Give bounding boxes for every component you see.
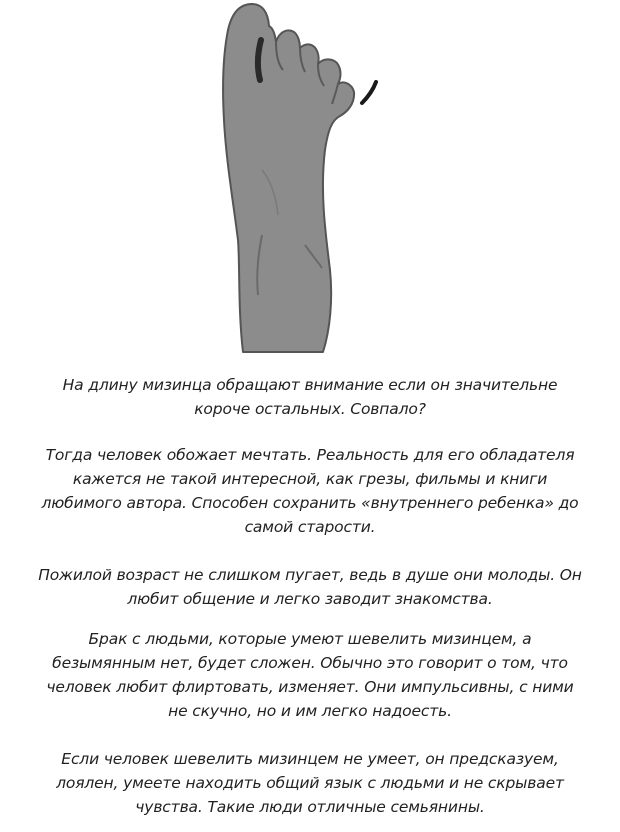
- text-line: Тогда человек обожает мечтать. Реальность для его обладателя: [45, 446, 575, 464]
- big-toe-nail-shape: [258, 40, 261, 80]
- foot-body-shape: [223, 4, 354, 352]
- text-line: не скучно, но и им легко надоесть.: [168, 702, 452, 720]
- text-line: чувства. Такие люди отличные семьянины.: [135, 798, 485, 816]
- text-line: любит общение и легко заводит знакомства.: [127, 590, 493, 608]
- paragraph-marriage: [20, 627, 600, 723]
- foot-illustration: [0, 0, 620, 360]
- paragraph-dreamer: [20, 443, 600, 539]
- text-line: короче остальных. Совпало?: [194, 400, 426, 418]
- text-line: Если человек шевелить мизинцем не умеет, он предсказуем,: [61, 750, 559, 768]
- text-line: кажется не такой интересной, как грезы, фильмы и книги: [72, 470, 548, 488]
- text-line: Пожилой возраст не слишком пугает, ведь в душе они молоды. Он: [38, 566, 582, 584]
- paragraph-intro: [20, 373, 600, 421]
- text-line: безымянным нет, будет сложен. Обычно это говорит о том, что: [52, 654, 568, 672]
- text-line: лоялен, умеете находить общий язык с людьми и не скрывает: [56, 774, 564, 792]
- little-toe-accent-mark: [362, 82, 376, 103]
- text-line: На длину мизинца обращают внимание если он значительне: [62, 376, 558, 394]
- text-line: самой старости.: [244, 518, 376, 536]
- text-line: человек любит флиртовать, изменяет. Они импульсивны, с ними: [46, 678, 574, 696]
- text-line: любимого автора. Способен сохранить «внутреннего ребенка» до: [41, 494, 579, 512]
- paragraph-predictable: [20, 747, 600, 819]
- paragraph-age: [20, 563, 600, 611]
- text-line: Брак с людьми, которые умеют шевелить мизинцем, а: [88, 630, 532, 648]
